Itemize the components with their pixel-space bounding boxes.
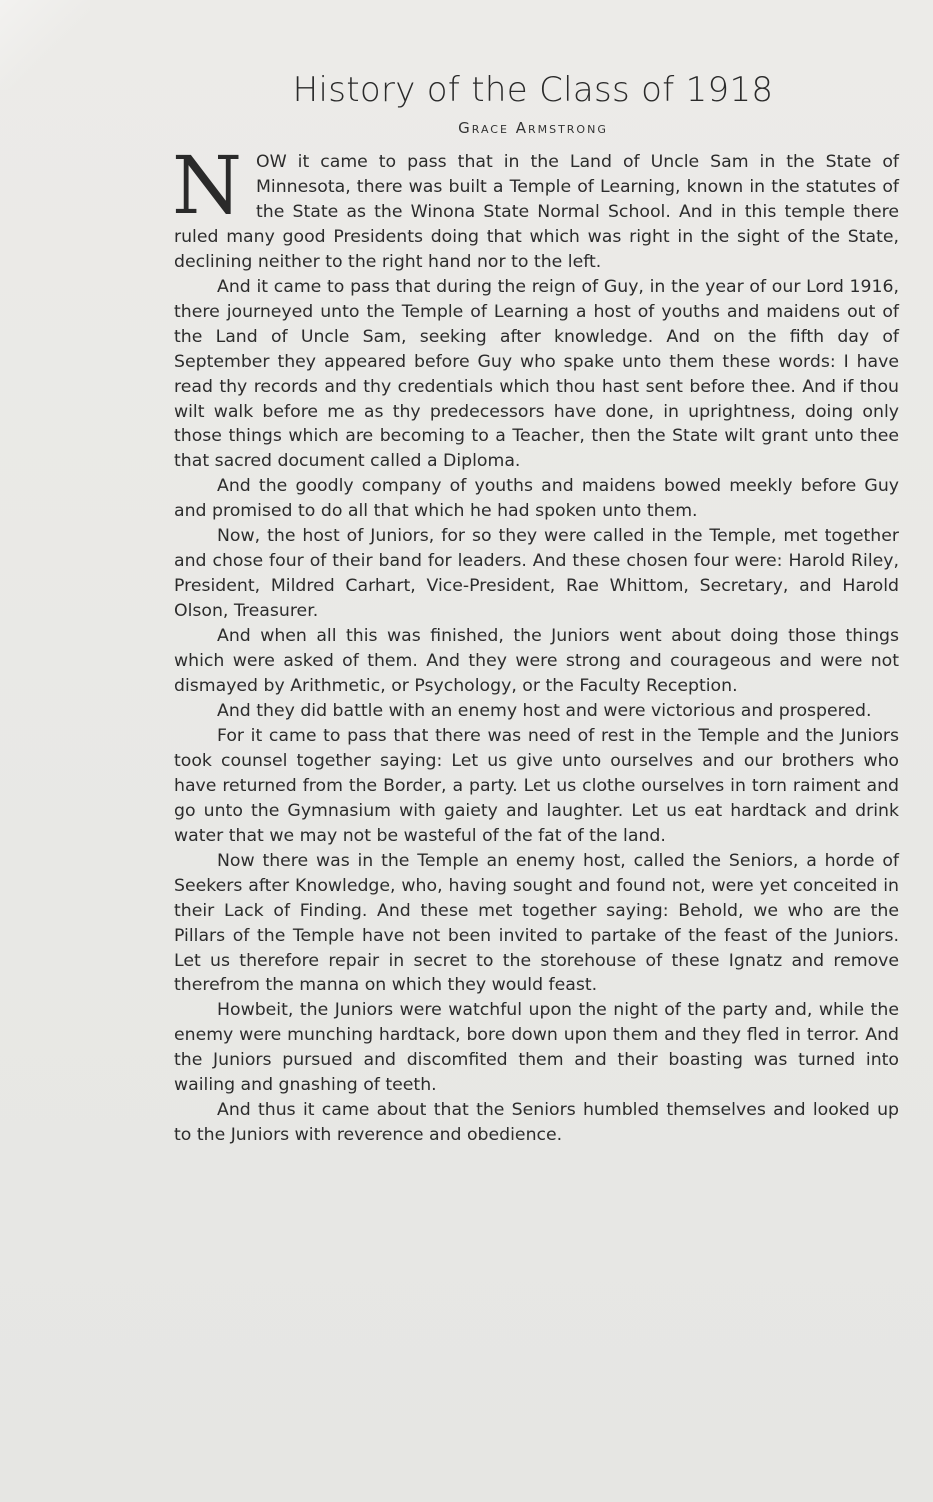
paragraph: And when all this was finished, the Juniors went about doing those things which were asked of them. And they were strong and courageous and were not dismayed by Arithmetic, or Psychology, or the Faculty Reception.: [174, 626, 899, 697]
paragraph: [172, 139, 899, 275]
paragraph: And the goodly company of youths and maidens bowed meekly before Guy and promised to do all that which he had spoken unto them.: [174, 476, 899, 522]
paragraph: Now there was in the Temple an enemy host, called the Seniors, a horde of Seekers after Knowledge, who, having sought and found not, were yet conceited in their Lack of Finding. And these met together saying: Behold, we who are the Pillars of the Temple have not been invited to partake of the feast of the Juniors. Let us therefore repair in secret to the storehouse of these Ignatz and remove therefrom the manna on which they would feast.: [174, 850, 899, 996]
drop-cap: N: [172, 139, 242, 232]
article-body: [172, 139, 899, 1148]
paragraph: And it came to pass that during the reign of Guy, in the year of our Lord 1916, there journeyed unto the Temple of Learning a host of youths and maidens out of the Land of Uncle Sam, seeking after knowledge. And on the fifth day of September they appeared before Guy who spake unto them these words: I have read thy records and thy credentials which thou hast sent before thee. And if thou wilt walk before me as thy predecessors have done, in uprightness, doing only those things which are becoming to a Teacher, then the State wilt grant unto thee that sacred document called a Diploma.: [174, 276, 899, 472]
paragraph: And they did battle with an enemy host and were victorious and prospered.: [217, 700, 872, 721]
author-byline: Grace Armstrong: [458, 119, 608, 137]
paragraph-text: OW it came to pass that in the Land of Uncle Sam in the State of Minnesota, there was built a Temple of Learning, known in the statutes of the State as the Winona State Normal School. And in this temple there ruled many good Presidents doing that which was right in the sight of the State, declining neither to the right hand nor to the left.: [174, 152, 899, 272]
paragraph: For it came to pass that there was need of rest in the Temple and the Juniors took counsel together saying: Let us give unto ourselves and our brothers who have returned from the Border, a party. Let us clothe ourselves in torn raiment and go unto the Gymnasium with gaiety and laughter. Let us eat hardtack and drink water that we may not be wasteful of the fat of the land.: [174, 725, 899, 846]
page-title: History of the Class of 1918: [292, 70, 774, 110]
paragraph: Howbeit, the Juniors were watchful upon the night of the party and, while the enemy were munching hardtack, bore down upon them and they fled in terror. And the Juniors pursued and discomfited them and their boasting was turned into wailing and gnashing of teeth.: [174, 1000, 899, 1096]
paragraph: And thus it came about that the Seniors humbled themselves and looked up to the Juniors with reverence and obedience.: [174, 1100, 899, 1146]
paragraph: Now, the host of Juniors, for so they were called in the Temple, met together and chose four of their band for leaders. And these chosen four were: Harold Riley, President, Mildred Carhart, Vice-President, Rae Whittom, Secretary, and Harold Olson, Treasurer.: [174, 526, 899, 622]
